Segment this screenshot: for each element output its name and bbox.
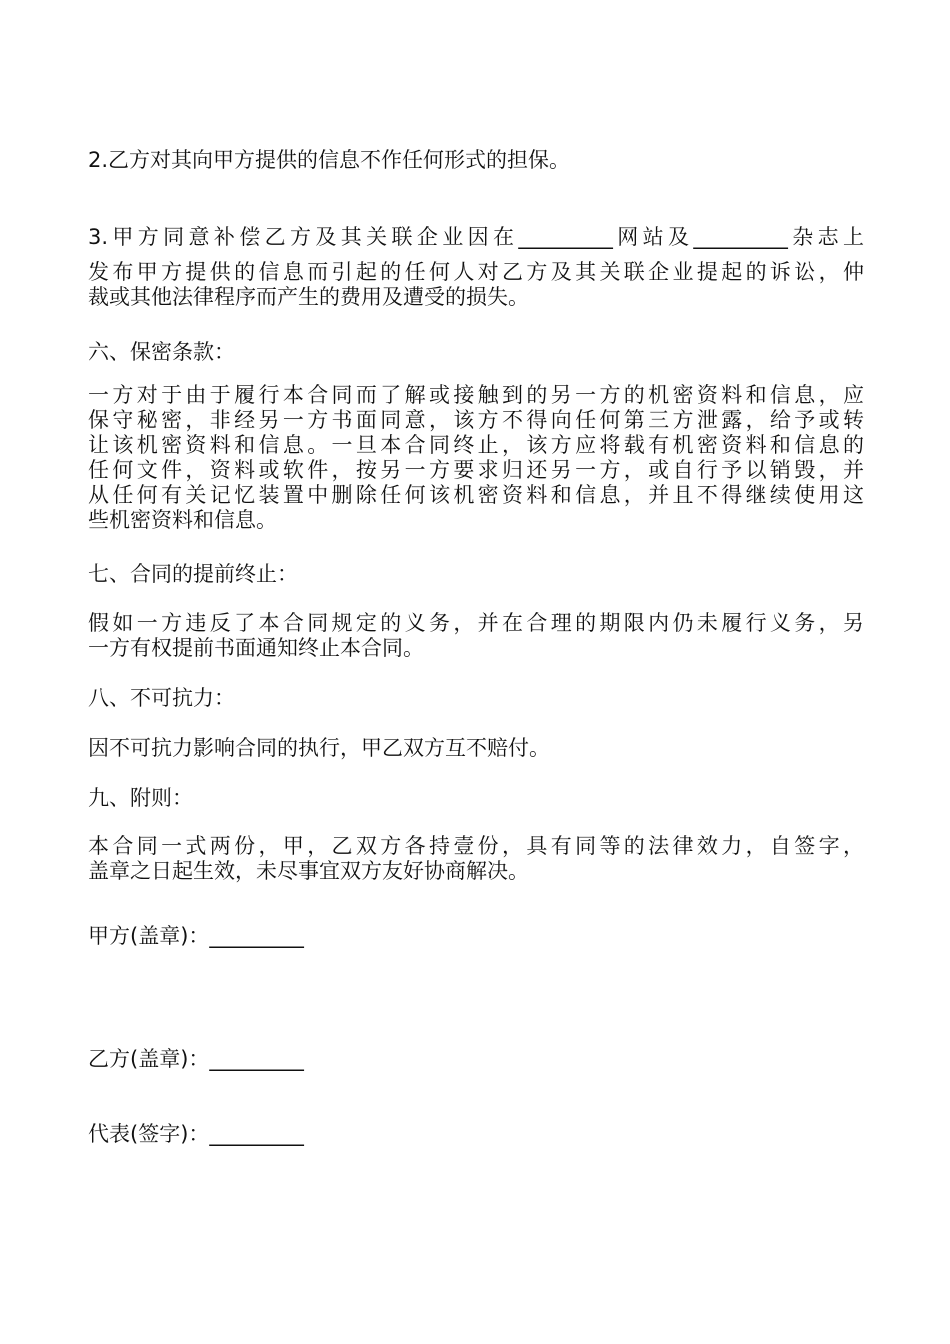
clause-3-line-3: 裁或其他法律程序而产生的费用及遭受的损失。 [88, 285, 529, 309]
clause-3-line-1: 3.甲方同意补偿乙方及其关联企业因在_________网站及_________杂志上 [88, 225, 864, 249]
section-6-line: 从任何有关记忆装置中删除任何该机密资料和信息，并且不得继续使用这 [88, 483, 864, 507]
section-6-line: 些机密资料和信息。 [88, 508, 277, 532]
representative-signature [88, 1122, 304, 1147]
party-b-signature-text: 乙方(盖章)：_________ [88, 1047, 304, 1071]
party-a-signature [88, 924, 304, 949]
section-7-line: 一方有权提前书面通知终止本合同。 [88, 636, 424, 660]
clause-3 [88, 225, 864, 310]
representative-signature-text: 代表(签字)：_________ [88, 1122, 304, 1146]
section-8-text: 因不可抗力影响合同的执行，甲乙双方互不赔付。 [88, 736, 550, 760]
clause-3-line-2: 发布甲方提供的信息而引起的任何人对乙方及其关联企业提起的诉讼，仲 [88, 260, 864, 284]
section-6-line: 一方对于由于履行本合同而了解或接触到的另一方的机密资料和信息，应 [88, 383, 864, 407]
section-8-body [88, 736, 864, 761]
section-8-heading [88, 686, 864, 711]
section-6-line: 保守秘密，非经另一方书面同意，该方不得向任何第三方泄露，给予或转 [88, 408, 864, 432]
section-8-heading-text: 八、不可抗力： [88, 686, 235, 710]
section-6-line: 让该机密资料和信息。一旦本合同终止，该方应将载有机密资料和信息的 [88, 433, 864, 457]
party-b-signature [88, 1047, 304, 1072]
section-7-body [88, 611, 864, 661]
section-9-line: 盖章之日起生效，未尽事宜双方友好协商解决。 [88, 859, 529, 883]
section-9-heading-text: 九、附则： [88, 786, 193, 810]
section-9-line: 本合同一式两份，甲，乙双方各持壹份，具有同等的法律效力，自签字， [88, 834, 864, 858]
section-7-heading [88, 562, 864, 587]
clause-2-text: 2.乙方对其向甲方提供的信息不作任何形式的担保。 [88, 148, 571, 172]
section-9-heading [88, 786, 864, 811]
section-6-heading [88, 340, 864, 365]
party-a-signature-text: 甲方(盖章)：_________ [88, 924, 304, 948]
section-9-body [88, 834, 864, 884]
section-6-body [88, 383, 864, 533]
section-7-heading-text: 七、合同的提前终止： [88, 562, 298, 586]
clause-2 [88, 148, 864, 173]
section-6-heading-text: 六、保密条款： [88, 340, 235, 364]
section-6-line: 任何文件，资料或软件，按另一方要求归还另一方，或自行予以销毁，并 [88, 458, 864, 482]
section-7-line: 假如一方违反了本合同规定的义务，并在合理的期限内仍未履行义务，另 [88, 611, 864, 635]
